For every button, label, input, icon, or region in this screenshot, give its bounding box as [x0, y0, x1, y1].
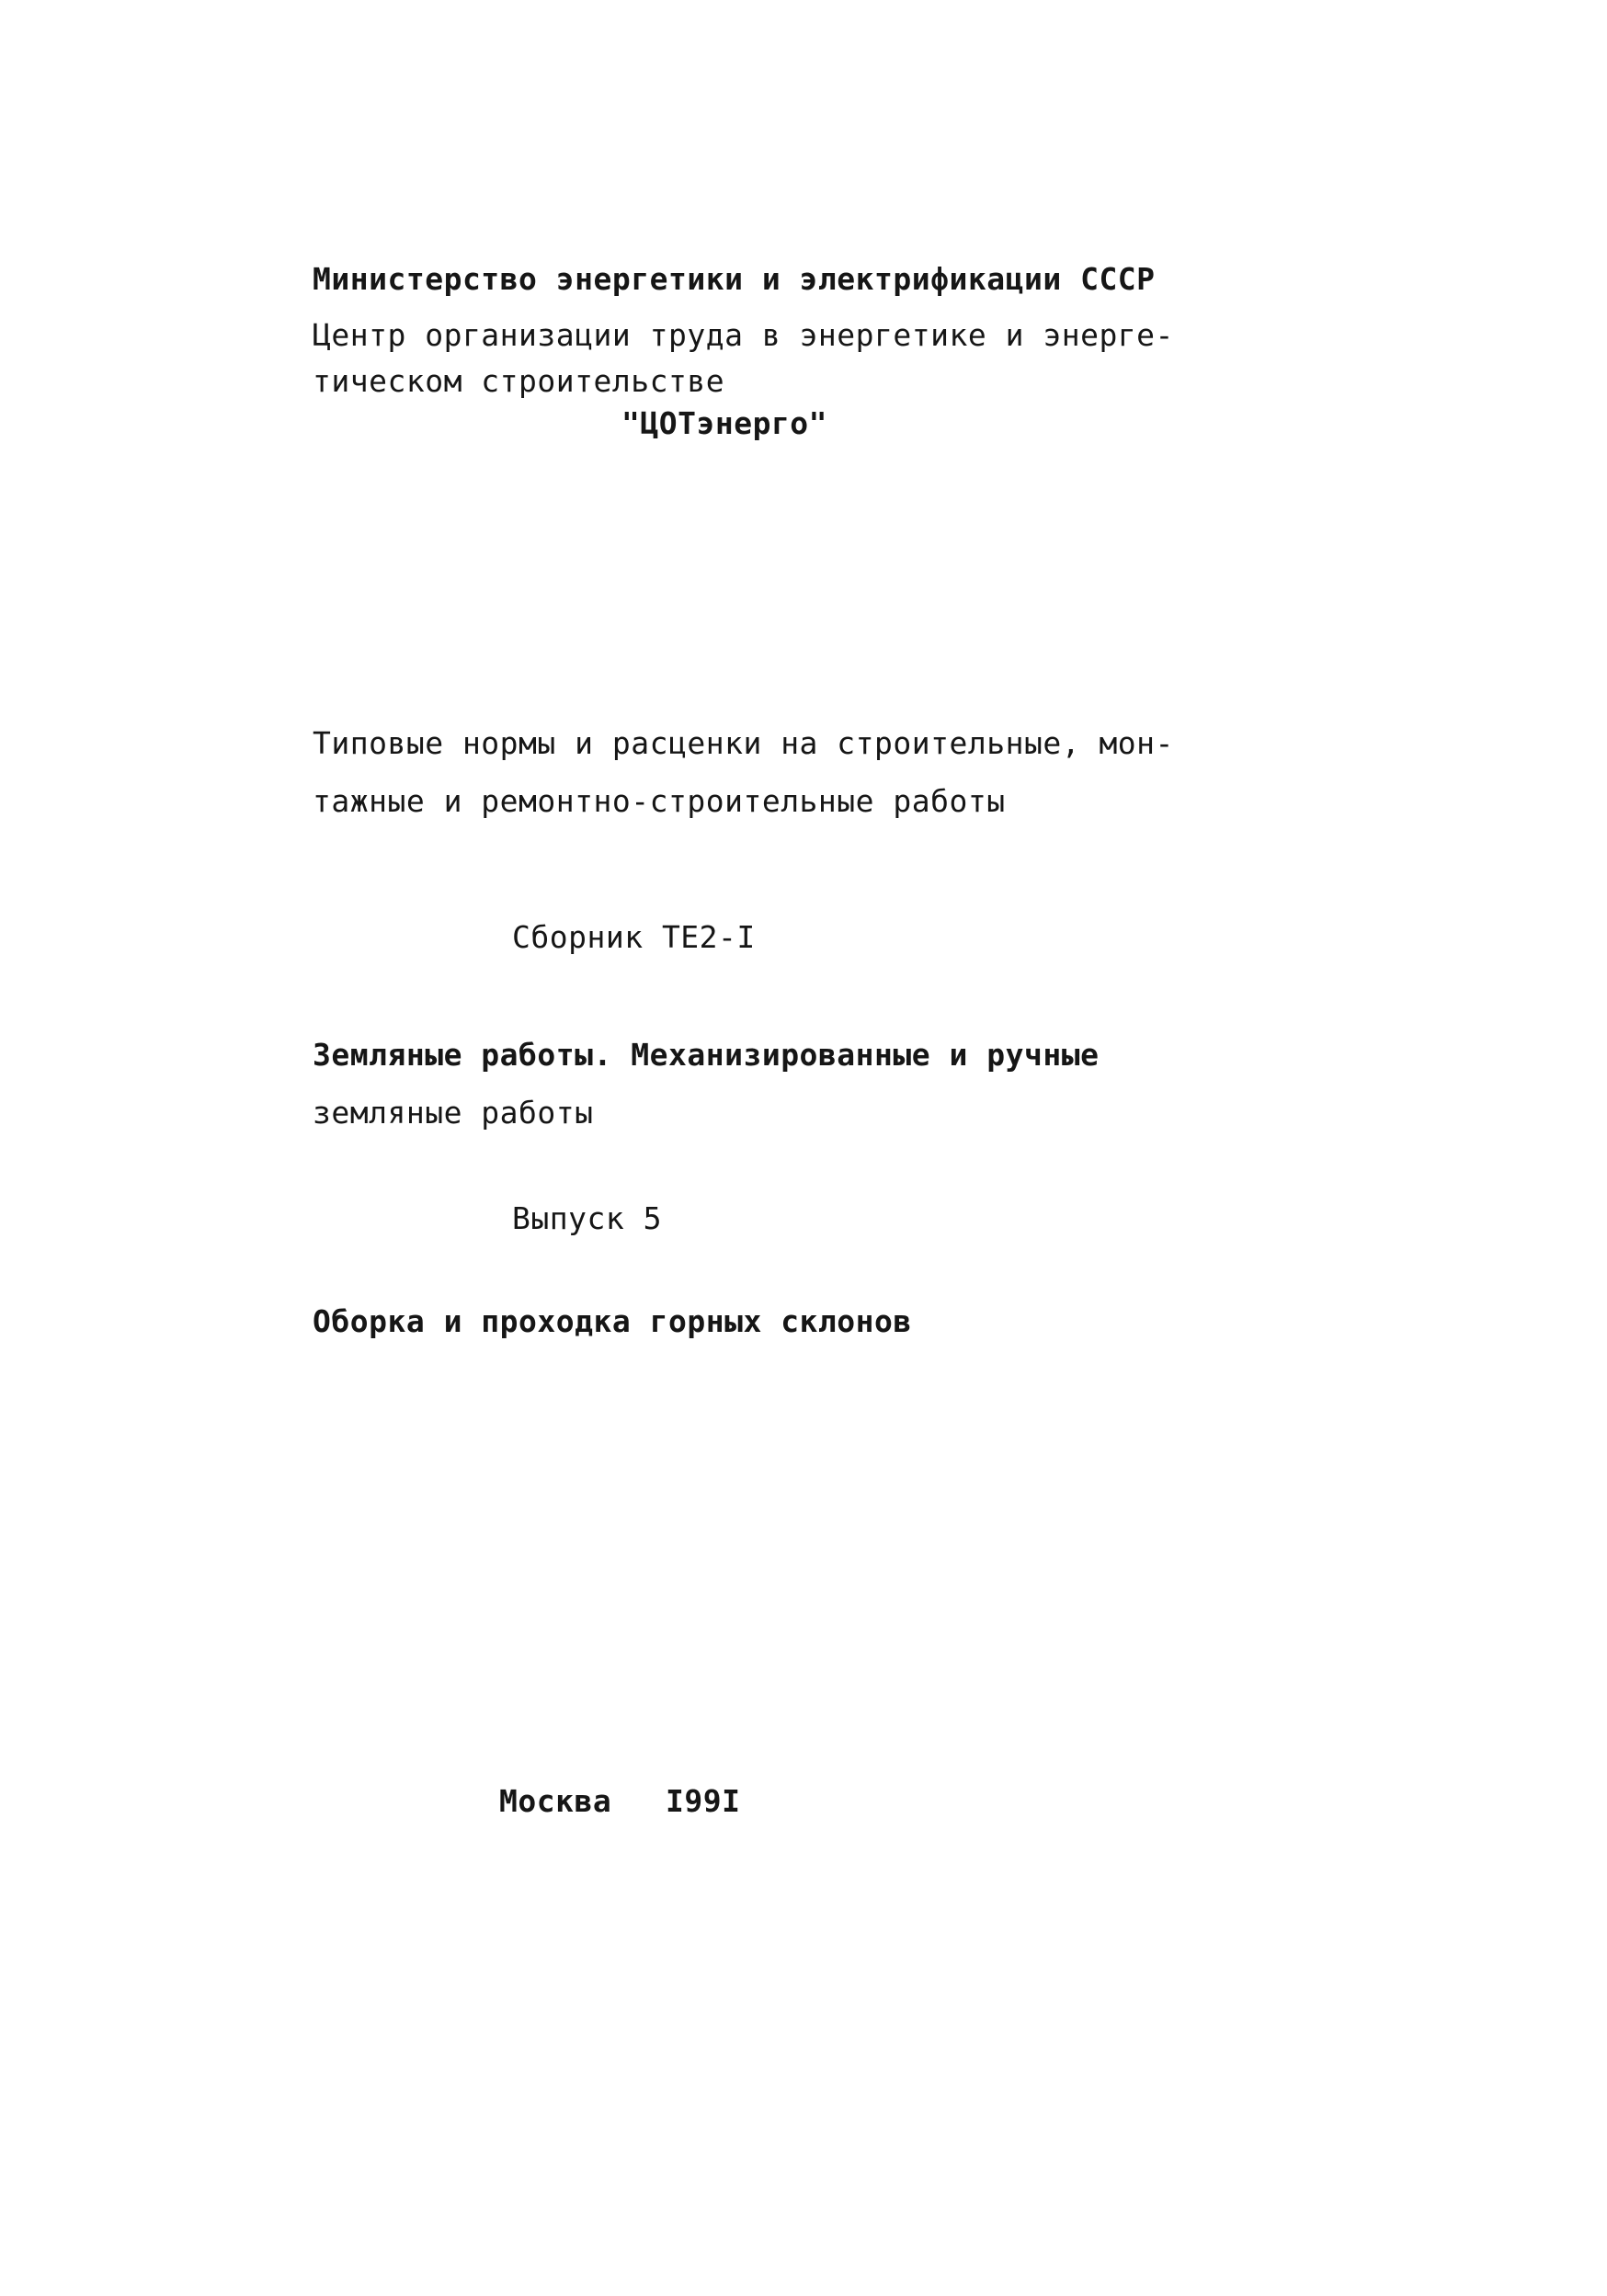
center-heading-line2: тическом строительстве — [313, 363, 725, 399]
issue-label: Выпуск 5 — [512, 1200, 662, 1236]
section-title-line2: земляные работы — [313, 1095, 594, 1131]
ministry-heading: Министерство энергетики и электрификации СССР — [313, 261, 1156, 297]
document-title-line1: Типовые нормы и расценки на строительные, мон- — [313, 725, 1174, 761]
center-heading-line1: Центр организации труда в энергетике и энерге- — [313, 317, 1174, 353]
document-title-line2: тажные и ремонтно-строительные работы — [313, 783, 1006, 819]
collection-label: Сборник ТЕ2-I — [512, 919, 756, 955]
section-title-line1: Земляные работы. Механизированные и ручные — [313, 1037, 1100, 1073]
city-label: Москва — [499, 1783, 612, 1819]
year-label: I99I — [666, 1783, 741, 1819]
subject-title: Оборка и проходка горных склонов — [313, 1303, 912, 1339]
org-short-name: "ЦОТэнерго" — [621, 405, 828, 441]
